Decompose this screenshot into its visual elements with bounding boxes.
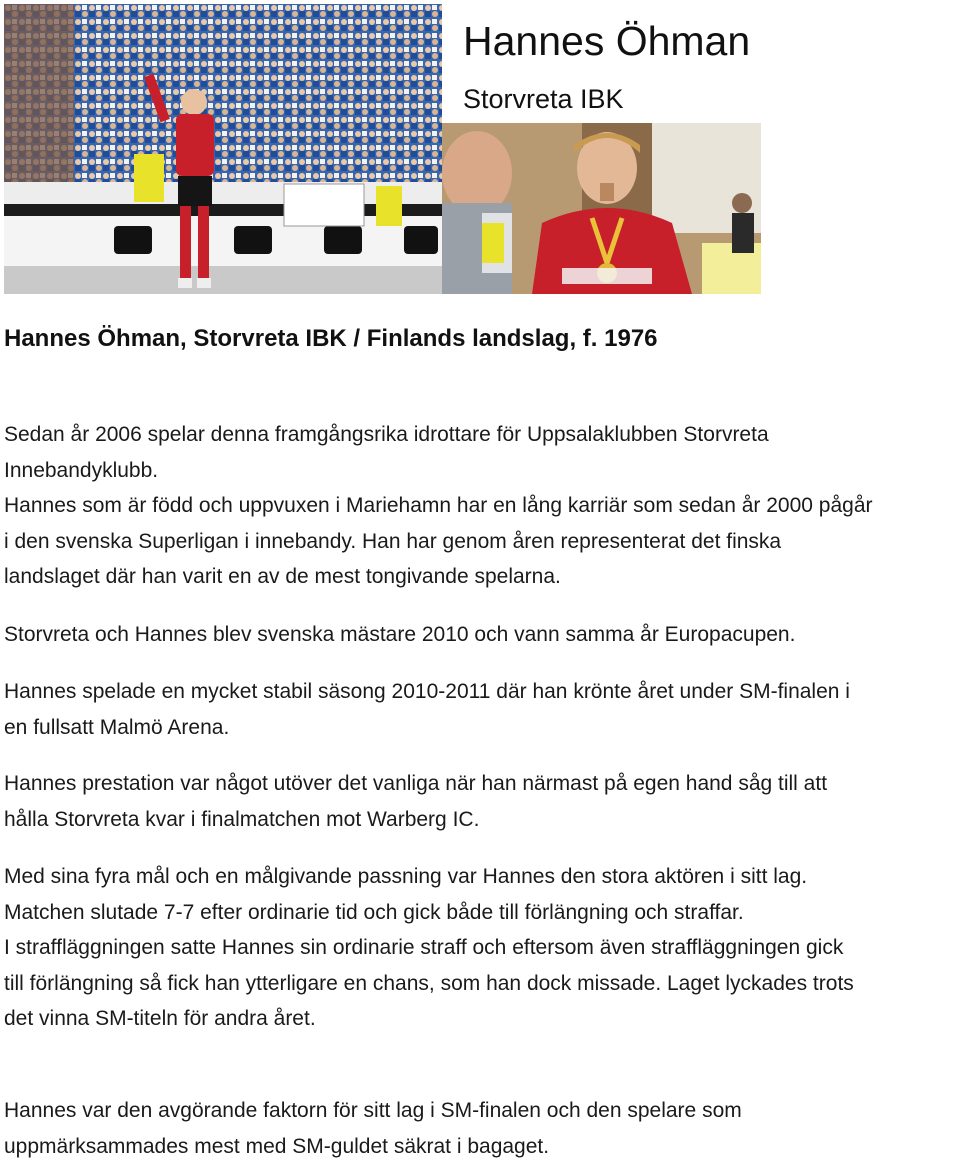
paragraph-final-performance <box>4 766 960 837</box>
paragraph-career-start <box>4 417 960 595</box>
portrait-photo-icon <box>442 123 761 294</box>
arena-photo <box>4 4 442 294</box>
text-line: hålla Storvreta kvar i finalmatchen mot Warberg IC. <box>4 802 960 838</box>
text-line: till förlängning så fick han ytterligare en chans, som han dock missade. Laget lyckades trots <box>4 966 960 1002</box>
text-line: Hannes som är född och uppvuxen i Mariehamn har en lång karriär som sedan år 2000 pågår <box>4 488 960 524</box>
paragraph-season-2010-2011 <box>4 674 960 745</box>
text-line: Innebandyklubb. <box>4 453 960 489</box>
text-line: Hannes prestation var något utöver det vanliga när han närmast på egen hand såg till att <box>4 766 960 802</box>
paragraph-conclusion <box>4 1093 960 1164</box>
club-subtitle: Storvreta IBK <box>463 82 624 116</box>
text-line: Hannes var den avgörande faktorn för sitt lag i SM-finalen och den spelare som <box>4 1093 960 1129</box>
profile-headline: Hannes Öhman, Storvreta IBK / Finlands landslag, f. 1976 <box>4 322 658 356</box>
text-line: Matchen slutade 7-7 efter ordinarie tid och gick både till förlängning och straffar. <box>4 895 960 931</box>
paragraph-match-details <box>4 859 960 1037</box>
text-line: I straffläggningen satte Hannes sin ordinarie straff och eftersom även straffläggningen gick <box>4 930 960 966</box>
text-line: Storvreta och Hannes blev svenska mästare 2010 och vann samma år Europacupen. <box>4 617 960 653</box>
text-line: Hannes spelade en mycket stabil säsong 2010-2011 där han krönte året under SM-finalen i <box>4 674 960 710</box>
text-line: landslaget där han varit en av de mest tongivande spelarna. <box>4 559 960 595</box>
paragraph-championship-2010 <box>4 617 960 653</box>
text-line: en fullsatt Malmö Arena. <box>4 710 960 746</box>
page-title: Hannes Öhman <box>463 16 750 66</box>
portrait-photo <box>442 123 761 294</box>
arena-photo-icon <box>4 4 442 294</box>
text-line: det vinna SM-titeln för andra året. <box>4 1001 960 1037</box>
text-line: Med sina fyra mål och en målgivande passning var Hannes den stora aktören i sitt lag. <box>4 859 960 895</box>
text-line: i den svenska Superligan i innebandy. Han har genom åren representerat det finska <box>4 524 960 560</box>
text-line: uppmärksammades mest med SM-guldet säkrat i bagaget. <box>4 1129 960 1164</box>
text-line: Sedan år 2006 spelar denna framgångsrika idrottare för Uppsalaklubben Storvreta <box>4 417 960 453</box>
